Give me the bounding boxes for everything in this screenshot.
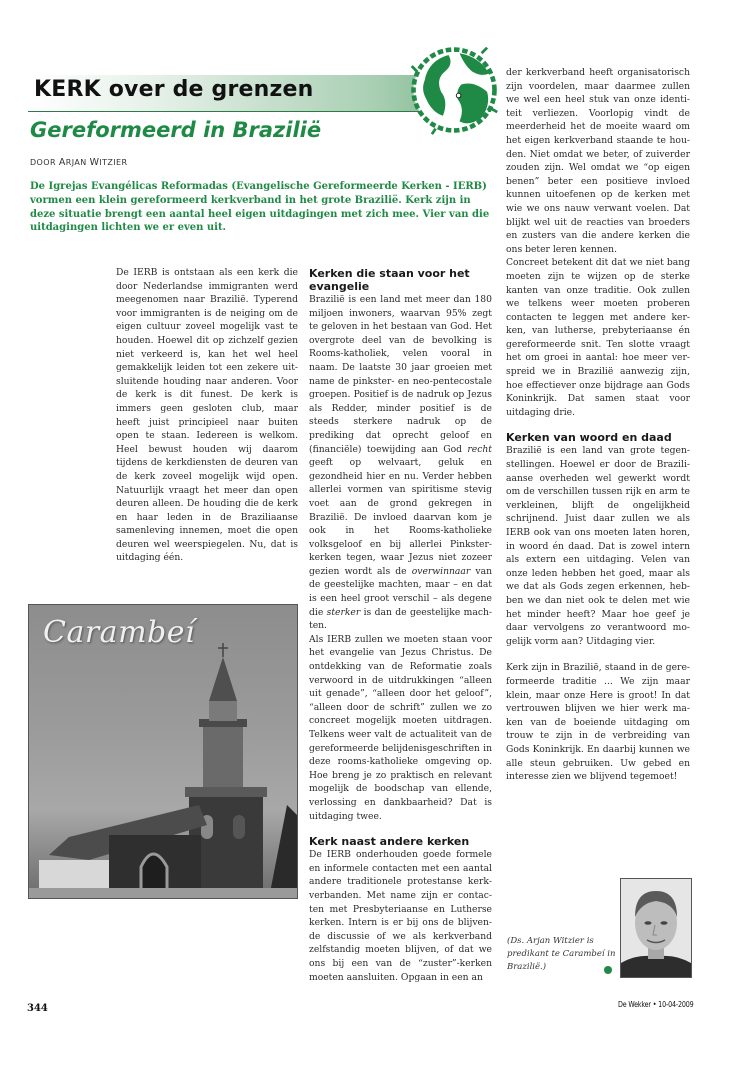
paragraph: Als IERB zullen we moeten staan voor het evangelie van Jezus Christus. De ontdekking van de Reformatie zoals verwoord in de uitdrukkingen “alleen uit genade”, “alleen door het geloof”, “alleen door de schrift” zullen we zo concreet mogelijk moeten uitdragen. Telkens weer valt de actualiteit van de gereformeerde belijdenisgeschriften in deze rooms-katholieke omgeving op. Hoe breng je zo praktisch en relevant mogelijk de boodschap van ellende, verlossing en dankbaarheid? Dat is uitdaging twee. — [309, 633, 492, 822]
section-title: KERK over de grenzen — [34, 77, 314, 102]
column-3 — [506, 66, 690, 784]
paragraph: der kerkverband heeft organisatorisch zijn voordelen, maar daarmee zullen we wel een heel stuk van onze identiteit verliezen. Voorlopig vindt de meerderheid het de moeite waard om het eigen kerkverband staande te houden. Niet omdat we beter, of zuiverder zouden zijn. Wel omdat we “op eigen benen” beter een positieve invloed kunnen uitoefenen op de kerken met wie we ons nauw verwant voelen. Dat blijkt wel uit de reacties van broeders en zusters van die andere kerken die ons beter leren kennen. — [506, 67, 690, 255]
portrait-illustration — [621, 879, 691, 977]
column-2 — [309, 267, 492, 984]
subheading: Kerk naast andere kerken — [309, 835, 470, 849]
paragraph: Brazilië is een land van grote tegenstellingen. Hoewel er door de Braziliaanse overheden wel gewerkt wordt om de verschillen tussen rijk en arm te verkleinen, blijft de ongelijkheid schrijnend. Juist daar zullen we als IERB ook van ons moeten laten horen, in woord én daad. Dat is zowel intern als extern een uitdaging. Velen van onze leden hebben het goed, maar als we dat als Gods zegen erkennen, hebben we dan niet ook te delen met wie het minder heeft? Maar hoe geef je daar vervolgens zo verantwoord mogelijk vorm aan? Uitdaging vier. — [506, 445, 690, 647]
paragraph — [309, 293, 492, 633]
photo-caption: Carambeí — [43, 615, 196, 650]
author-note: (Ds. Arjan Witzier is predikant te Carambeí in Brazilië.) — [507, 936, 616, 972]
paragraph: De IERB onderhouden goede formele en informele contacten met een aantal andere traditionele protestanse kerkverbanden. Met name zijn er contacten met Presbyteriaanse en Lutherse kerken. Intern is er bij ons de blijvende discussie of we als kerkverband zelfstandig moeten blijven, of dat we ons bij een van de “zuster”-kerken moeten aansluiten. Opgaan in een an — [309, 849, 492, 983]
paragraph: De IERB is ontstaan als een kerk die door Nederlandse immigranten werd meegenomen naar Brazilië. Typerend voor immigranten is de neiging om de eigen cultuur zoveel mogelijk vast te houden. Hoewel dit op zichzelf gezien niet verkeerd is, kan het wel heel gemakkelijk leiden tot een zekere uitsluitende houding naar anderen. Voor de kerk is dit funest. De kerk is immers geen gesloten club, maar heeft juist principieel naar buiten open te staan. Iedereen is welkom. Heel bewust houden wij daarom tijdens de kerkdiensten de deuren van de kerk zoveel mogelijk wijd open. Natuurlijk vraagt het meer dan open deuren alleen. De houding die de kerk en haar leden in de Braziliaanse samenleving innemen, moet die open deuren wel weerspiegelen. Nu, dat is uitdaging één. — [116, 267, 298, 564]
subheading: Kerken die staan voor het evangelie — [309, 267, 470, 293]
byline-author-last-rest: ITZIER — [99, 158, 128, 167]
byline-author-last-initial: W — [89, 157, 100, 168]
subheading: Kerken van woord en daad — [506, 431, 672, 445]
text-run: van de geestelijke machten, maar – en dat is een heel groot verschil – als degene die — [309, 565, 492, 618]
paragraph: Concreet betekent dit dat we niet bang moeten zijn te wijzen op de sterke kanten van onze traditie. Ook zullen we telkens weer moeten proberen contacten te leggen met andere kerken, van lutherse, prebyteriaanse én gereformeerde snit. Ten slotte vraagt het om groei in aantal: hoe meer verspreid we in Brazilië aanwezig zijn, hoe effectiever onze bijdrage aan Gods Koninkrijk. Dat samen staat voor uitdaging drie. — [506, 257, 690, 418]
byline-prefix: DOOR — [30, 158, 56, 167]
emphasis: recht — [467, 443, 492, 455]
paragraph: Kerk zijn in Brazilië, staand in de gereformeerde traditie ... We zijn maar klein, maar onze Here is groot! In dat vertrouwen blijven we hier werk maken van de boeiende uitdaging om trouw te zijn in de verbreiding van Gods Koninkrijk. En daarbij kunnen we alle steun gebruiken. Uw gebed en interesse zien we blijvend tegemoet! — [506, 662, 690, 783]
page-number: 344 — [27, 1003, 48, 1014]
column-1 — [116, 266, 298, 565]
text-run: Brazilië is een land met meer dan 180 miljoen inwoners, waarvan 95% zegt te geloven in het bestaan van God. Het overgrote deel van de bevolking is Rooms-katholiek, velen vooral in naam. De laatste 30 jaar groeien met name de pinkster- en neo-pentecostale groepen. Positief is de nadruk op Jezus als Redder, minder positief is de steeds sterkere nadruk op de prediking dat oprecht geloof en (financiële) toewijding aan God — [309, 294, 492, 455]
byline-author-first-initial: A — [58, 157, 66, 168]
globe-icon — [408, 44, 500, 136]
emphasis: overwinnaar — [411, 565, 471, 577]
author-photo — [620, 878, 692, 978]
end-mark-icon — [604, 966, 612, 974]
article-title: Gereformeerd in Brazilië — [30, 118, 322, 142]
byline-author-first-rest: RJAN — [65, 158, 87, 167]
publication-footer: De Wekker • 10-04-2009 — [618, 1000, 694, 1009]
article-intro: De Igrejas Evangélicas Reformadas (Evangelische Gereformeerde Kerken - IERB) vormen een klein gereformeerd kerkverband in het grote Brazilië. Kerk zijn in deze situatie brengt een aantal heel eigen uitdagingen met zich mee. Vier van die uitdagingen lichten we er even uit. — [30, 181, 490, 234]
text-run: geeft op welvaart, geluk en gezondheid hier en nu. Verder hebben allerlei vormen van spiritisme stevig voet aan de grond gekregen in Brazilië. De invloed daarvan kom je ook in het Rooms-katholieke volksgeloof en bij allerlei Pinksterkerken tegen, waar Jezus niet zozeer gezien wordt als de — [309, 457, 492, 577]
emphasis: sterker — [326, 606, 361, 618]
church-photo — [28, 604, 298, 899]
byline — [30, 157, 127, 168]
text-run: is dan de geestelijke machten. — [309, 606, 492, 632]
